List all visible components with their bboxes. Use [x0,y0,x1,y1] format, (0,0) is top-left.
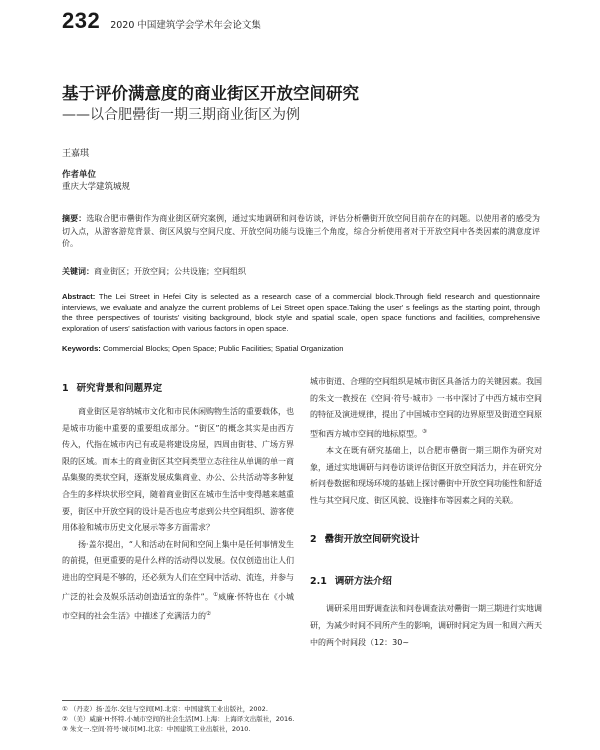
body-paragraph: 调研采用田野调查法和问卷调查法对罍街一期三期进行实地调研，为减少时间不同所产生的影响，调研时间定为周一和周六两天中的两个时间段（12：30~ [310,604,542,647]
body-paragraph: 商业街区是容纳城市文化和市民休闲购物生活的重要载体，也是城市功能中重要的重要组成部分。“街区”的概念其实是由西方传入，代指在城市内已有或是将建设房屋，四周由街巷、广场方界限的区域。而本土的商业街区其空间类型立态往往从单调的单一商品集聚的类状空间，逐渐发展成集商业、办公、公共活动等多种复合生的多样块状形空间，随着商业街区在城市生活中变得越来越重要，街区中开放空间的设计是否也应考虑到公共空间组织、游客使用体验和城市历史文化展示等多方面需求？ [62,407,294,533]
paragraph-text: 扬·盖尔提出，“人和活动在时间和空间上集中是任何事情发生的前提，但更重要的是什么样的活动得以发展。仅仅创造出让人们进出的空间是不够的，还必须为人们在空间中活动、流连，并参与广泛的社会及娱乐活动创造适宜的条件”。 [62,539,294,602]
keywords-en-text: Commercial Blocks; Open Space; Public Facilities; Spatial Organization [102,344,344,353]
section-2-1-heading [310,573,542,587]
author-name: 王嘉琪 [62,149,90,159]
footnote-ref: ① [213,591,219,598]
keywords-chinese [62,266,540,277]
section-2-number: 2 [310,534,317,546]
article-title: 基于评价满意度的商业街区开放空间研究 [62,84,359,103]
right-column [310,374,542,651]
abstract-english [62,292,540,334]
left-column [62,374,294,625]
section-2-title: 罍街开放空间研究设计 [324,534,420,546]
section-1-title: 研究背景和问题界定 [76,383,163,394]
section-2-1-number: 2.1 [310,576,327,588]
footnote-item: ③ 朱文一.空间·符号·城市[M].北京：中国建筑工业出版社，2010. [62,725,251,733]
abstract-chinese [62,213,540,251]
section-2-heading [310,531,542,545]
footnote-divider [62,700,222,701]
affiliation: 重庆大学建筑城规 [62,182,131,192]
abstract-cn-text: 选取合肥市罍街作为商业街区研究案例，通过实地调研和问卷访谈，评估分析罍街开放空间目前存在的问题。以使用者的感受为切入点，从游客游览背景、街区风貌与空间尺度、开放空间功能与设施三个角度，综合分析使用者对于开放空间中各类因素的满意度评价。 [62,214,540,248]
article-subtitle: ——以合肥罍街一期三期商业街区为例 [62,107,300,123]
footnote-list [62,704,294,734]
footnote-item: ② （美）威廉·H·怀特.小城市空间的社会生活[M].上海：上海译文出版社，2016. [62,715,295,723]
keywords-english [62,344,540,353]
section-2-1-title: 调研方法介绍 [334,576,392,588]
page-number: 232 [62,8,101,33]
body-paragraph: 本文在既有研究基础上，以合肥市罍街一期三期作为研究对象，通过实地调研与问卷访谈评估街区开放空间活力，并在研究分析问卷数据和现场环境的基础上探讨罍街中开放空间功能性和舒适性与其空间尺度、街区风貌、设施排布等因素之间的关联。 [310,446,542,505]
paragraph-text: 威廉·怀特也在《小城市空间的社会生活》中描述了充满活力的 [62,592,294,621]
running-title: 2020 中国建筑学会学术年会论文集 [110,20,261,31]
page-header [62,8,261,34]
affiliation-label: 作者单位 [62,170,97,180]
section-1-number: 1 [62,383,69,394]
paragraph-text: 城市街道、合理的空间组织是城市街区具备活力的关键因素。我国的朱文一教授在《空间·符号·城市》一书中深讨了中西方城市空间的特征及演进规律，提出了中国城市空间的边界原型及街道空间原型和西方城市空间的地标原型。 [310,377,542,439]
keywords-cn-text: 商业街区；开放空间；公共设施；空间组织 [94,267,246,276]
body-paragraph [62,537,294,625]
abstract-en-label: Abstract: [62,292,96,301]
keywords-en-label: Keywords: [62,344,101,353]
abstract-en-text: The Lei Street in Hefei City is selected as a research case of a commercial block.Through field research and questionnaire interviews, we evaluate and analyze the current problems of Lei Street open space.Taking the user' s feelings as the starting point, through the three perspectives of tourists' visiting background, block style and spatial scale, open space functions and facilities, comprehensive exploration of users' satisfaction with various factors in open space. [62,292,540,333]
body-paragraph [310,374,542,443]
section-1-heading [62,380,294,394]
keywords-cn-label: 关键词： [62,267,94,276]
footnote-item: ① （丹麦）扬·盖尔.交往与空间[M].北京：中国建筑工业出版社，2002. [62,705,268,713]
footnote-ref: ③ [422,428,427,435]
abstract-cn-label: 摘要： [62,214,87,223]
footnote-ref: ② [206,610,211,617]
